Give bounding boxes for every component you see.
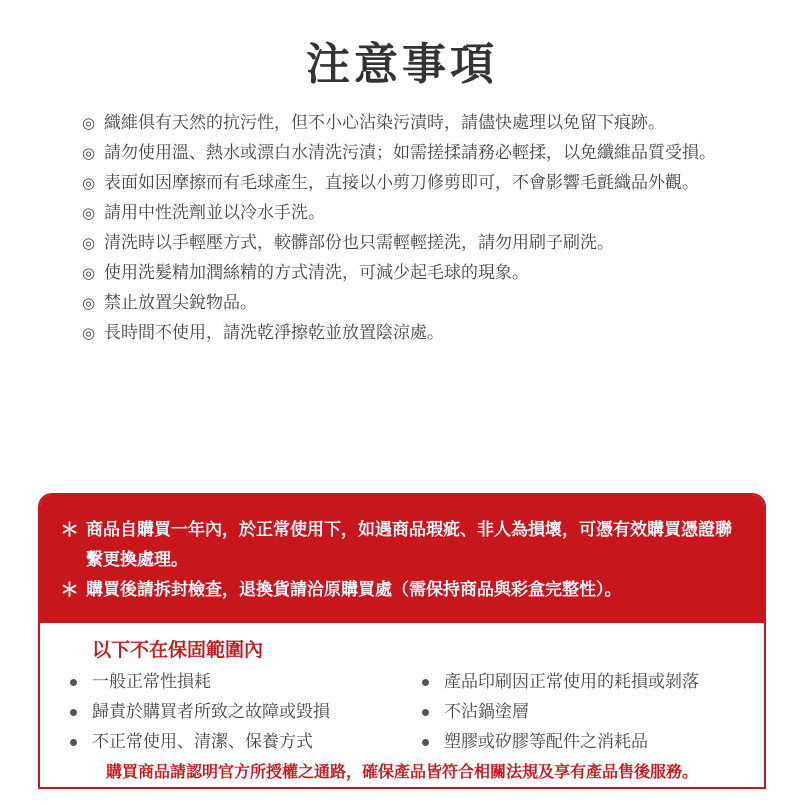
bullet-icon xyxy=(422,709,429,716)
warranty-panel xyxy=(38,493,766,789)
list-item: 一般正常性損耗 xyxy=(66,667,406,697)
list-item: ◎ 請用中性洗劑並以冷水手洗。 xyxy=(82,200,722,226)
list-item: ◎ 表面如因摩擦而有毛球產生，直接以小剪刀修剪即可，不會影響毛氈織品外觀。 xyxy=(82,170,722,196)
bullet-icon xyxy=(70,679,77,686)
circle-mark-icon: ◎ xyxy=(82,264,96,282)
exclusions-right-list xyxy=(418,667,758,757)
list-item: 不正常使用、清潔、保養方式 xyxy=(66,727,406,757)
warranty-line: ＊ 購買後請拆封檢查，退換貨請洽原購買處（需保持商品與彩盒完整性）。 xyxy=(60,575,748,605)
bullet-icon xyxy=(422,739,429,746)
authorized-channel-notice: 購買商品請認明官方所授權之通路，確保產品皆符合相關法規及享有產品售後服務。 xyxy=(105,762,698,781)
list-item: ◎ 使用洗髮精加潤絲精的方式清洗，可減少起毛球的現象。 xyxy=(82,260,722,286)
warranty-line: ＊ 商品自購買一年內，於正常使用下，如遇商品瑕疵、非人為損壞，可憑有效購買憑證聯繫更換處理。 xyxy=(60,515,748,575)
circle-mark-icon: ◎ xyxy=(82,204,96,222)
asterisk-icon: ＊ xyxy=(60,519,80,541)
care-notes-list xyxy=(82,110,722,350)
list-item: 歸責於購買者所致之故障或毀損 xyxy=(66,697,406,727)
list-item: ◎ 請勿使用溫、熱水或漂白水清洗污漬；如需搓揉請務必輕揉，以免纖維品質受損。 xyxy=(82,140,722,166)
circle-mark-icon: ◎ xyxy=(82,324,96,342)
asterisk-icon: ＊ xyxy=(60,579,80,601)
list-item: ◎ 清洗時以手輕壓方式，較髒部份也只需輕輕搓洗，請勿用刷子刷洗。 xyxy=(82,230,722,256)
circle-mark-icon: ◎ xyxy=(82,144,96,162)
bullet-icon xyxy=(70,739,77,746)
list-item: ◎ 織維俱有天然的抗污性，但不小心沾染污漬時，請儘快處理以免留下痕跡。 xyxy=(82,110,722,136)
list-item: ◎ 禁止放置尖銳物品。 xyxy=(82,290,722,316)
list-item: 不沾鍋塗層 xyxy=(418,697,758,727)
list-item: 塑膠或矽膠等配件之消耗品 xyxy=(418,727,758,757)
bullet-icon xyxy=(70,709,77,716)
circle-mark-icon: ◎ xyxy=(82,174,96,192)
list-item: 產品印刷因正常使用的耗損或剝落 xyxy=(418,667,758,697)
circle-mark-icon: ◎ xyxy=(82,234,96,252)
circle-mark-icon: ◎ xyxy=(82,294,96,312)
warranty-header xyxy=(40,495,764,623)
exclusions-title: 以下不在保固範圍內 xyxy=(92,639,264,661)
exclusions-left-list xyxy=(66,667,406,757)
page-title: 注意事項 xyxy=(306,39,498,90)
bullet-icon xyxy=(422,679,429,686)
circle-mark-icon: ◎ xyxy=(82,114,96,132)
list-item: ◎ 長時間不使用，請洗乾淨擦乾並放置陰涼處。 xyxy=(82,320,722,346)
